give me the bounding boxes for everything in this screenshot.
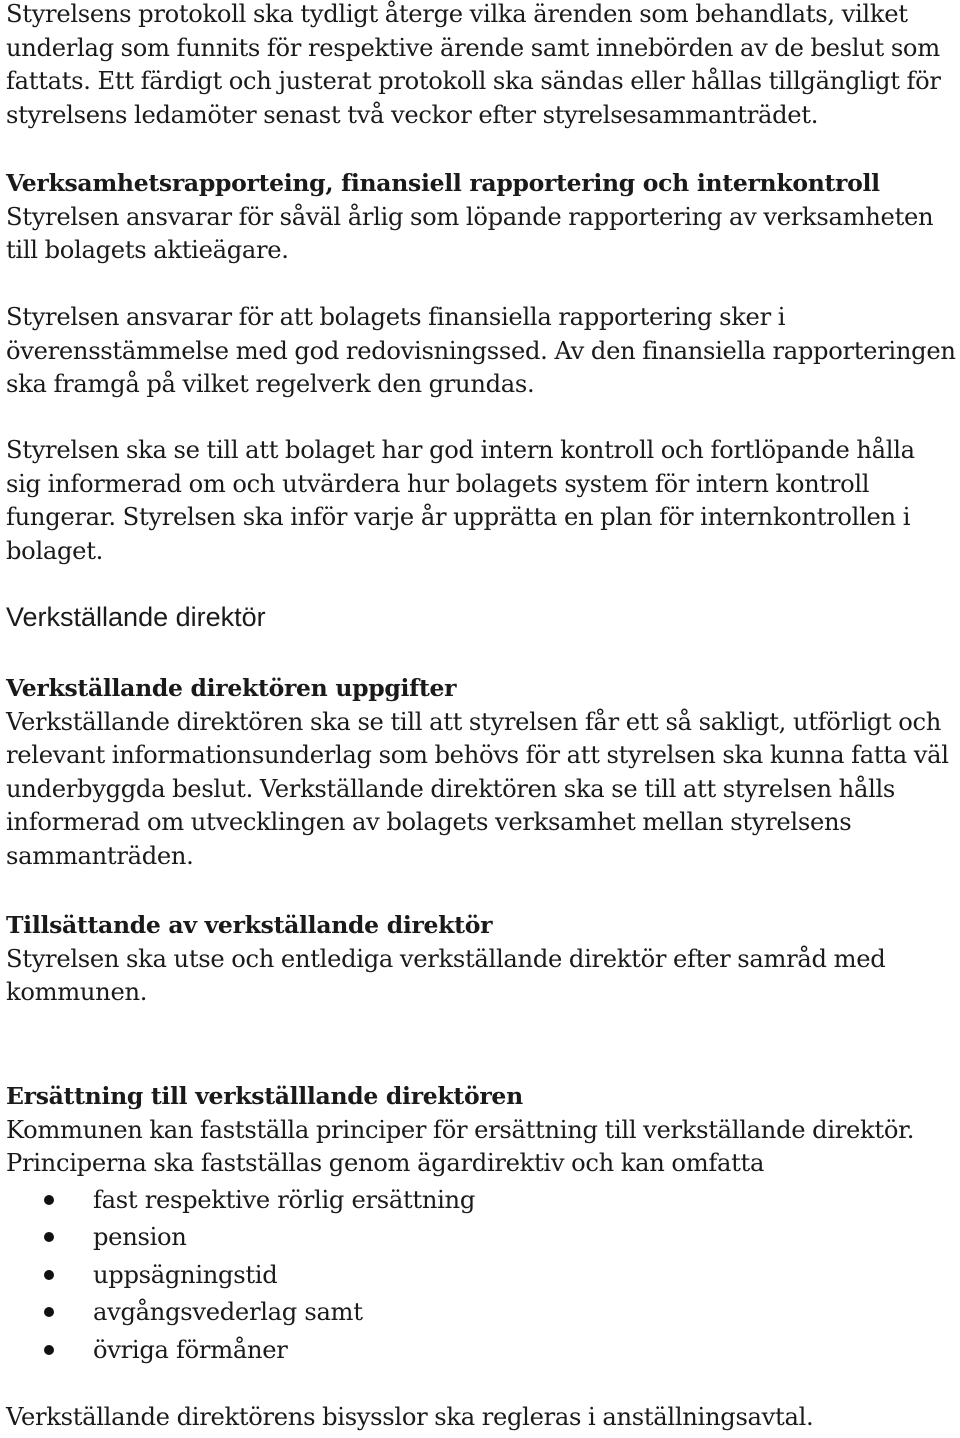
reporting-paragraph-3: Styrelsen ska se till att bolaget har god intern kontroll och fortlöpande hålla sig informerad om och utvärdera hur bolagets system för intern kontroll fungerar. Styrelsen ska inför varje år upprätta en plan för internkontrollen i bolaget. (6, 436, 915, 565)
compensation-list (6, 1182, 956, 1370)
bullet-icon (44, 1270, 54, 1280)
section-heading-compensation: Ersättning till verkställlande direktören (6, 1082, 523, 1110)
chapter-title: Verkställande direktör (6, 602, 266, 632)
compensation-paragraph: Kommunen kan fastställa principer för ersättning till verkställande direktör. Principerna ska fastställas genom ägardirektiv och kan omfatta (6, 1115, 915, 1177)
list-item-text: fast respektive rörlig ersättning (93, 1185, 476, 1214)
intro-paragraph: Styrelsens protokoll ska tydligt återge vilka ärenden som behandlats, vilket underlag som funnits för respektive ärende samt innebörden av de beslut som fattats. Ett färdigt och justerat protokoll ska sändas eller hållas tillgängligt för styrelsens ledamöter senast två veckor efter styrelsesammanträdet. (6, 0, 941, 129)
reporting-paragraph-2: Styrelsen ansvarar för att bolagets finansiella rapportering sker i överensstämmelse med god redovisningssed. Av den finansiella rapporteringen ska framgå på vilket regelverk den grundas. (6, 303, 956, 398)
section-heading-reporting: Verksamhetsrapporteing, finansiell rapportering och internkontroll (6, 169, 880, 197)
list-item-text: pension (93, 1223, 187, 1252)
reporting-paragraph-1: Styrelsen ansvarar för såväl årlig som löpande rapportering av verksamheten till bolagets aktieägare. (6, 202, 934, 264)
bullet-icon (44, 1345, 54, 1355)
section-reporting (6, 167, 956, 268)
section-heading-tasks: Verkställande direktören uppgifter (6, 674, 457, 702)
list-item (6, 1257, 956, 1295)
list-item (6, 1294, 956, 1332)
tasks-paragraph: Verkställande direktören ska se till att styrelsen får ett så sakligt, utförligt och relevant informationsunderlag som behövs för att styrelsen ska kunna fatta väl underbyggda beslut. Verkställande direktören ska se till att styrelsen hålls informerad om utvecklingen av bolagets verksamhet mellan styrelsens sammanträden. (6, 707, 949, 870)
compensation-closing-paragraph: Verkställande direktörens bisysslor ska regleras i anställningsavtal. (6, 1403, 814, 1431)
section-appointment (6, 909, 956, 1010)
section-tasks (6, 672, 956, 873)
bullet-icon (44, 1232, 54, 1242)
section-compensation (6, 1080, 956, 1369)
list-item (6, 1219, 956, 1257)
list-item (6, 1332, 956, 1370)
list-item (6, 1182, 956, 1220)
bullet-icon (44, 1195, 54, 1205)
list-item-text: uppsägningstid (93, 1260, 278, 1289)
list-item-text: avgångsvederlag samt (93, 1298, 363, 1327)
bullet-icon (44, 1307, 54, 1317)
list-item-text: övriga förmåner (93, 1335, 288, 1364)
appointment-paragraph: Styrelsen ska utse och entlediga verkställande direktör efter samråd med kommunen. (6, 944, 886, 1006)
section-heading-appointment: Tillsättande av verkställande direktör (6, 911, 493, 939)
